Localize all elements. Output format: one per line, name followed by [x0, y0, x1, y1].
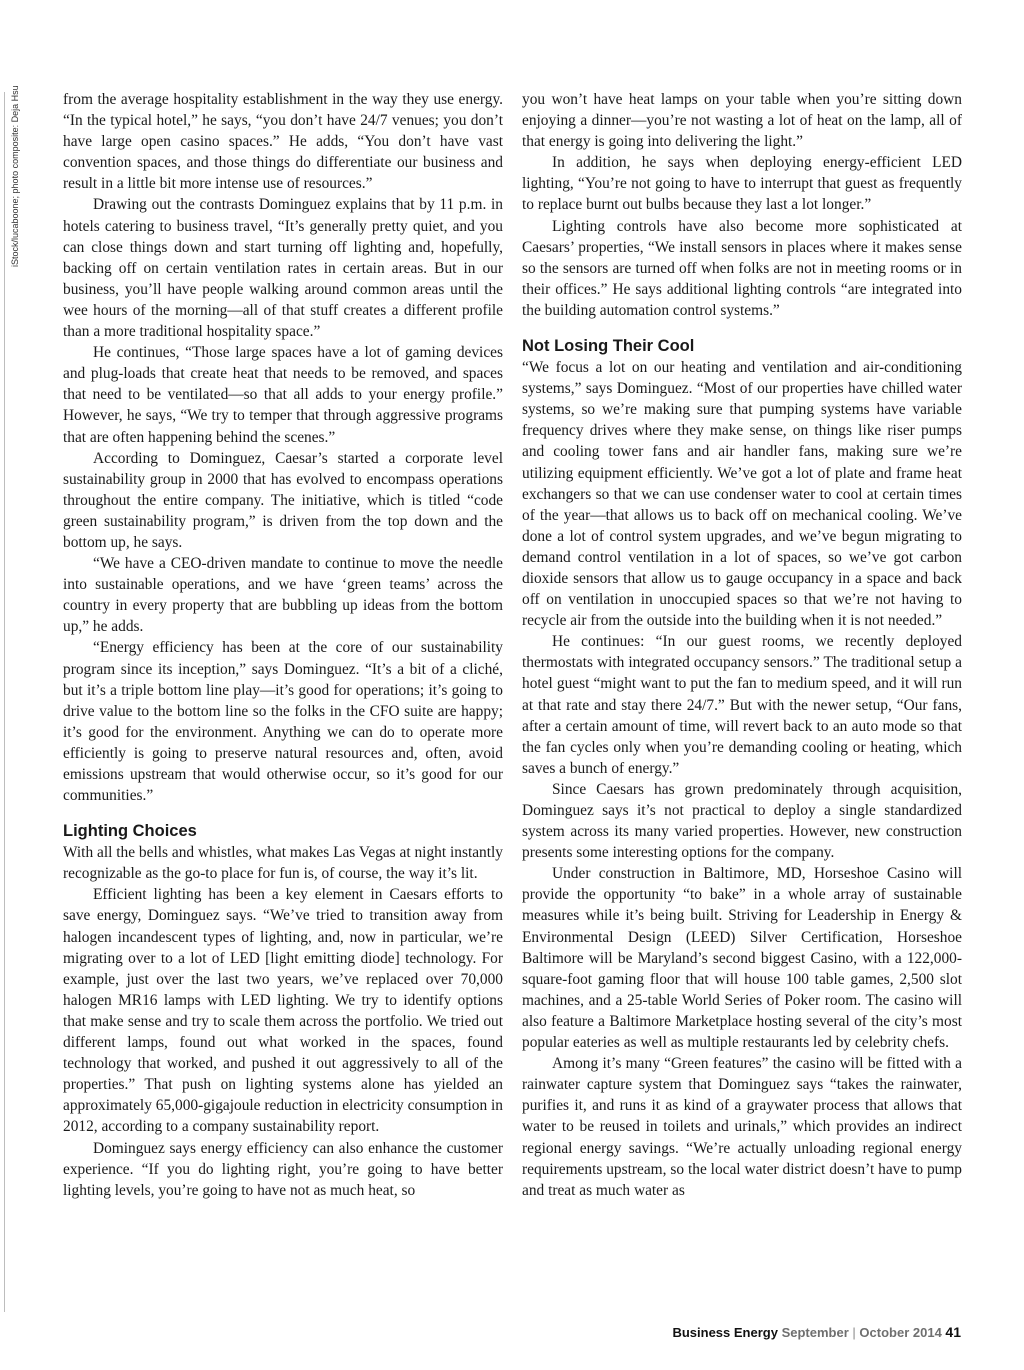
page-footer [672, 1324, 961, 1340]
paragraph: In addition, he says when deploying energy-efficient LED lighting, “You’re not going to have to interrupt that guest as frequently to replace burnt out bulbs because they last a lot longer.” [522, 154, 962, 214]
paragraph: He continues, “Those large spaces have a lot of gaming devices and plug-loads that create heat that needs to be removed, and spaces that need to be ventilated—so that all adds to your energy profile.” However, he says, “We try to temper that through aggressive programs that are often happening behind the scenes.” [63, 344, 503, 446]
photo-credit [8, 85, 28, 272]
paragraph: He continues: “In our guest rooms, we recently deployed thermostats with integrated occupancy sensors.” The traditional setup a hotel guest “might want to put the fan to medium speed, and it will run at that rate and stay there 24/7.” But with the newer setup, “Our fans, after a certain amount of time, will revert back to an auto mode so that the fan cycles only when you’re demanding cooling or heating, which saves a bunch of energy.” [522, 633, 962, 777]
paragraph: from the average hospitality establishment in the way they use energy. “In the typical hotel,” he says, “you don’t have 24/7 venues; you don’t have large open casino spaces.” He adds, “You don’t have vast convention spaces, and those things do differentiate our business and result in a little bit more intense use of resources.” [63, 91, 503, 193]
paragraph: “We focus a lot on our heating and ventilation and air-conditioning systems,” says Dominguez. “Most of our properties have chilled water systems, so we’re making sure that pumping systems have variable frequency drives where they make sense, on things like riser pumps and cooling tower fans and air handler fans, making sure we’re utilizing equipment efficiently. We’ve got a lot of plate and frame heat exchangers so that we can use condenser water to cool at certain times of the year—that allows us to back off on mechanical cooling. We’ve done a lot of control system upgrades, and we’ve begun migrating to demand control ventilation in a lot of spaces, so we’ve got carbon dioxide sensors that allow us to gauge occupancy in a space and back off on ventilation in unoccupied spaces so that we’re not having to recycle air from the outside into the building when it is not needed.” [522, 359, 962, 630]
left-column [63, 89, 503, 1201]
paragraph: Since Caesars has grown predominately through acquisition, Dominguez says it’s not practical to deploy a single standardized system across its many varied properties. However, new construction presents some interesting options for the company. [522, 780, 962, 862]
paragraph: “We have a CEO-driven mandate to continue to move the needle into sustainable operations, and we have ‘green teams’ across the country in every property that are bubbling up ideas from the bottom up,” he adds. [63, 555, 503, 636]
publication-name: Business Energy [672, 1325, 778, 1340]
paragraph: Dominguez says energy efficiency can also enhance the customer experience. “If you do lighting right, you’re going to have better lighting levels, you’re going to have not as much heat, so [63, 1139, 503, 1199]
paragraph: Among it’s many “Green features” the casino will be fitted with a rainwater capture system that Dominguez says “takes the rainwater, purifies it, and runs it as kind of a graywater process that allows that water to be reused in toilets and urinals,” which provides an indirect regional energy savings. “We’re actually unloading regional energy requirements upstream, so the local water district doesn’t have to pump and treat as much water as [522, 1055, 962, 1199]
margin-rule [4, 92, 5, 1312]
photo-credit-text: iStock/lucaboone; photo composite: Deja Hsu [10, 85, 20, 267]
section-heading-lighting: Lighting Choices [63, 822, 197, 841]
paragraph: Efficient lighting has been a key element in Caesars efforts to save energy, Dominguez says. “We’ve tried to transition away from halogen incandescent types of lighting, and, now in particular, we’re migrating over to a lot of LED [light emitting diode] technology. For example, just over the last two years, we’ve replaced over 70,000 halogen MR16 lamps with LED lighting. We try to identify options that make sense and try to scale them across the portfolio. We tried out different lamps, found out what worked in the spaces, found technology that worked, and pushed it out aggressively to all of the properties.” That push on lighting systems alone has yielded an approximately 65,000-gigajoule reduction in electricity consumption in 2012, according to a company sustainability report. [63, 886, 503, 1136]
footer-separator: | [852, 1325, 856, 1340]
paragraph: Drawing out the contrasts Dominguez explains that by 11 p.m. in hotels catering to business travel, “It’s generally pretty quiet, and you can close things down and start turning off lighting and, hopefully, backing off on certain ventilation rates in certain areas. But in our business, you’ll have people walking around common areas until the wee hours of the morning—all of that stuff creates a different profile than a more traditional hospitality space.” [63, 196, 503, 341]
right-column [522, 89, 962, 1201]
page-number: 41 [945, 1324, 961, 1340]
issue-month-1: September [781, 1325, 849, 1340]
paragraph: “Energy efficiency has been at the core of our sustainability program since its inception,” says Dominguez. “It’s a bit of a cliché, but it’s a triple bottom line play—it’s good for operations; it’s going to drive value to the bottom line so the folks in the CFO suite are happy; it’s good for the environment. Anything we can do to operate more efficiently is going to preserve natural resources and, often, avoid emissions upstream that would otherwise occur, so it’s good for our communities.” [63, 639, 503, 805]
paragraph: With all the bells and whistles, what makes Las Vegas at night instantly recognizable as the go-to place for fun is, of course, the way it’s lit. [63, 844, 503, 883]
paragraph: Under construction in Baltimore, MD, Horseshoe Casino will provide the opportunity “to bake” in a whole array of sustainable measures while it’s being built. Striving for Leadership in Energy & Environmental Design (LEED) Silver Certification, Horseshoe Baltimore will be Maryland’s second biggest Casino, with a 122,000-square-foot gaming floor that will house 100 table games, 2,500 slot machines, and a 25-table World Series of Poker room. The casino will also feature a Baltimore Marketplace hosting several of the city’s most popular eateries as well as multiple restaurants led by celebrity chefs. [522, 865, 962, 1052]
section-heading-cool: Not Losing Their Cool [522, 337, 695, 356]
paragraph: According to Dominguez, Caesar’s started a corporate level sustainability group in 2000 that has evolved to encompass operations throughout the entire company. The initiative, which is titled “code green sustainability program,” is driven from the top down and the bottom up, he says. [63, 449, 503, 551]
paragraph: Lighting controls have also become more sophisticated at Caesars’ properties, “We install sensors in places where it makes sense so the sensors are turned off when folks are not in meeting rooms or in their offices.” He says additional lighting controls “are integrated into the building automation control systems.” [522, 217, 962, 319]
paragraph: you won’t have heat lamps on your table when you’re sitting down enjoying a dinner—you’re not wasting a lot of heat on the lamp, all of that energy is going into delivering the light.” [522, 91, 962, 151]
issue-month-2: October 2014 [859, 1325, 942, 1340]
